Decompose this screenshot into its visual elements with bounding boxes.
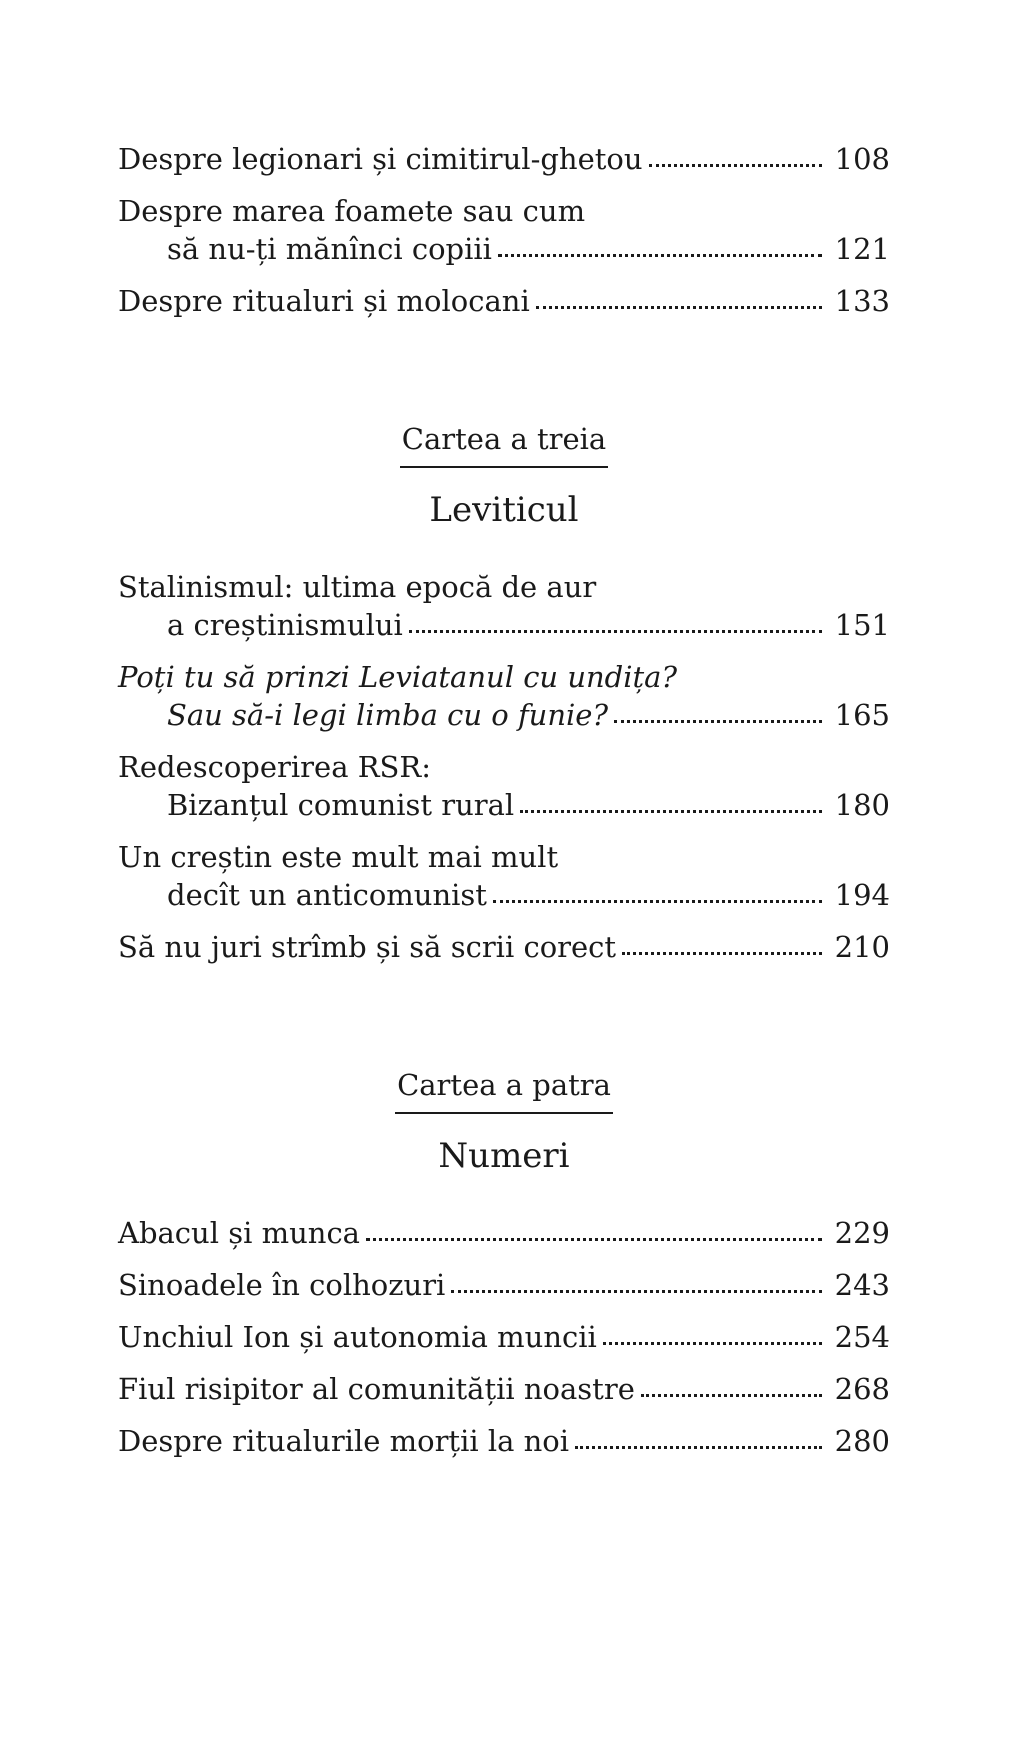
- toc-entry-title: Unchiul Ion și autonomia muncii: [118, 1320, 597, 1354]
- dot-leader: [622, 937, 822, 957]
- toc-entry: [118, 928, 890, 966]
- toc-book-three: [118, 420, 890, 966]
- toc-entry-title: Să nu juri strîmb și să scrii corect: [118, 930, 617, 964]
- toc-entry-title-line2: decît un anticomunist: [167, 878, 487, 912]
- toc-entry: [118, 1214, 890, 1252]
- dot-leader: [451, 1275, 822, 1295]
- toc-entry: [118, 568, 890, 644]
- toc-entry: [118, 1370, 890, 1408]
- toc-entry-title-line2: să nu-ți mănînci copiii: [167, 232, 492, 266]
- toc-entry-page: 151: [834, 608, 890, 642]
- toc-entry: [118, 140, 890, 178]
- dot-leader: [614, 705, 822, 725]
- book-name: Leviticul: [429, 490, 579, 530]
- toc-entry-page: 194: [834, 878, 890, 912]
- toc-entry-title: Sinoadele în colhozuri: [118, 1268, 446, 1302]
- toc-entry-page: 180: [834, 788, 890, 822]
- toc-entry: [118, 748, 890, 824]
- toc-entry-title-line1: Stalinismul: ultima epocă de aur: [118, 570, 597, 604]
- toc-entry: [118, 192, 890, 268]
- toc-entry-page: 229: [834, 1216, 890, 1250]
- toc-entry-page: 254: [834, 1320, 890, 1354]
- dot-leader: [409, 615, 822, 635]
- toc-entry-page: 108: [834, 142, 890, 176]
- toc-entry-title: Despre ritualurile morții la noi: [118, 1424, 570, 1458]
- toc-entry-page: 243: [834, 1268, 890, 1302]
- toc-entry-page: 280: [834, 1424, 890, 1458]
- book-header: [118, 420, 890, 532]
- dot-leader: [575, 1431, 822, 1451]
- dot-leader: [520, 795, 822, 815]
- toc-entry-title-line2: Sau să-i legi limba cu o funie?: [167, 698, 609, 732]
- toc-entry-page: 133: [834, 284, 890, 318]
- toc-book-four: [118, 1066, 890, 1460]
- toc-entry-title-line2: a creștinismului: [167, 608, 403, 642]
- dot-leader: [493, 885, 822, 905]
- toc-entry: [118, 1318, 890, 1356]
- book-name: Numeri: [438, 1136, 570, 1176]
- toc-entry: [118, 1266, 890, 1304]
- toc-entry: [118, 282, 890, 320]
- toc-entry: [118, 1422, 890, 1460]
- book-header: [118, 1066, 890, 1178]
- toc-entry-title-line1: Poți tu să prinzi Leviatanul cu undița?: [118, 660, 678, 694]
- toc-entry-page: 210: [834, 930, 890, 964]
- dot-leader: [649, 149, 822, 169]
- toc-entry: [118, 658, 890, 734]
- toc-entry-page: 121: [834, 232, 890, 266]
- dot-leader: [603, 1327, 822, 1347]
- dot-leader: [536, 291, 822, 311]
- toc-entry-title-line1: Despre marea foamete sau cum: [118, 194, 586, 228]
- toc-entry-title-line2: Bizanțul comunist rural: [167, 788, 515, 822]
- toc-entry-page: 268: [834, 1372, 890, 1406]
- toc-entry-title: Abacul și munca: [118, 1216, 360, 1250]
- toc-entry-title: Fiul risipitor al comunității noastre: [118, 1372, 635, 1406]
- table-of-contents-page: [118, 140, 890, 1474]
- toc-section-top: [118, 140, 890, 320]
- toc-entry-title: Despre legionari și cimitirul-ghetou: [118, 142, 643, 176]
- book-label: Cartea a patra: [395, 1066, 613, 1114]
- toc-entry-title-line1: Redescoperirea RSR:: [118, 750, 432, 784]
- dot-leader: [498, 239, 822, 259]
- book-label: Cartea a treia: [400, 420, 608, 468]
- dot-leader: [641, 1379, 822, 1399]
- toc-entry-title: Despre ritualuri și molocani: [118, 284, 530, 318]
- dot-leader: [366, 1223, 822, 1243]
- toc-entry-title-line1: Un creștin este mult mai mult: [118, 840, 559, 874]
- toc-entry: [118, 838, 890, 914]
- toc-entry-page: 165: [834, 698, 890, 732]
